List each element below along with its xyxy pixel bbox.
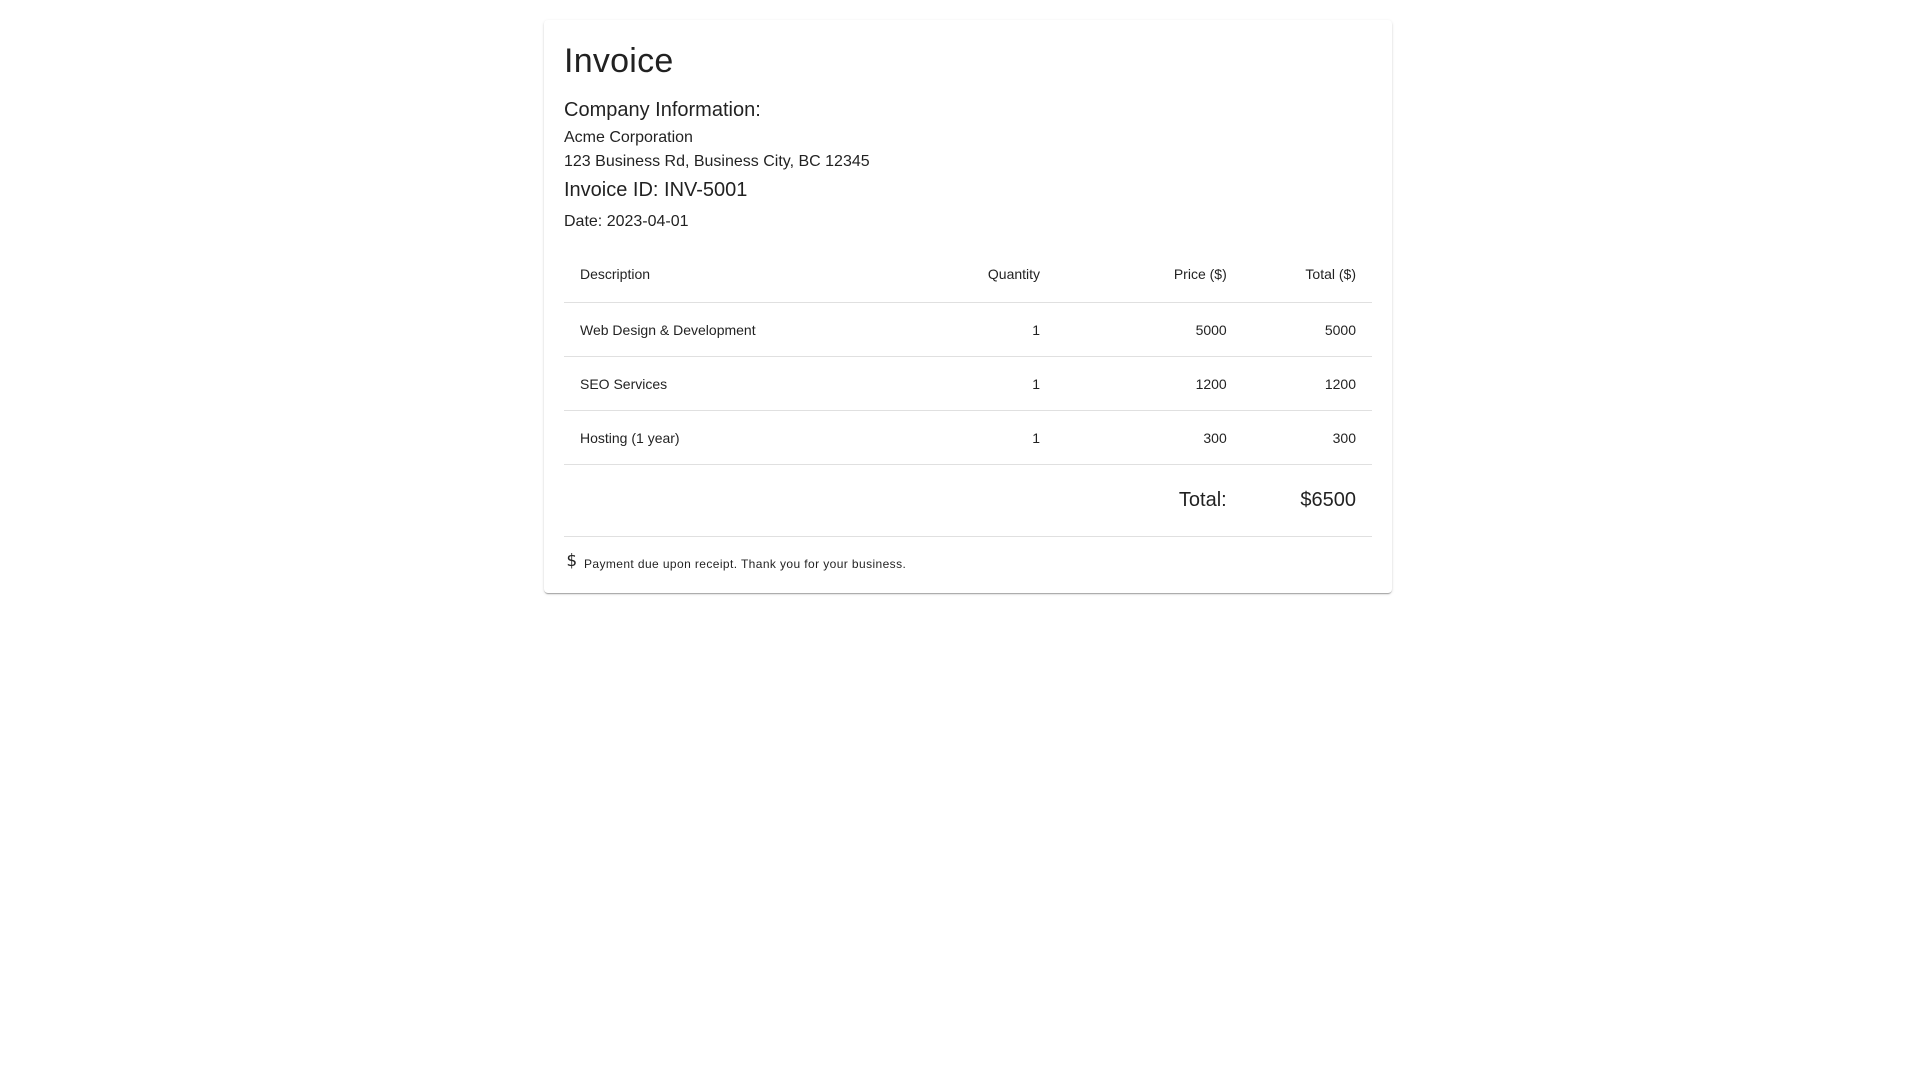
table-row xyxy=(564,411,1372,465)
company-info-heading: Company Information: xyxy=(564,99,761,121)
item-quantity: 1 xyxy=(871,303,1056,357)
payment-note xyxy=(564,551,1372,573)
dollar-icon: $ xyxy=(566,551,578,571)
item-price: 1200 xyxy=(1056,357,1243,411)
invoice-date: Date: 2023-04-01 xyxy=(564,213,689,230)
item-quantity: 1 xyxy=(871,357,1056,411)
company-address: 123 Business Rd, Business City, BC 12345 xyxy=(564,153,870,170)
invoice-items-table xyxy=(564,246,1372,537)
item-description: SEO Services xyxy=(564,357,871,411)
empty-cell xyxy=(871,465,1056,537)
item-quantity: 1 xyxy=(871,411,1056,465)
payment-note-text: Payment due upon receipt. Thank you for your business. xyxy=(584,557,907,571)
item-price: 5000 xyxy=(1056,303,1243,357)
total-value: $6500 xyxy=(1243,465,1372,537)
item-description: Hosting (1 year) xyxy=(564,411,871,465)
column-header-description: Description xyxy=(564,246,871,303)
total-label: Total: xyxy=(1056,465,1243,537)
item-price: 300 xyxy=(1056,411,1243,465)
empty-cell xyxy=(564,465,871,537)
item-description: Web Design & Development xyxy=(564,303,871,357)
column-header-total: Total ($) xyxy=(1243,246,1372,303)
item-total: 300 xyxy=(1243,411,1372,465)
table-row xyxy=(564,303,1372,357)
page-title: Invoice xyxy=(564,42,674,80)
company-name: Acme Corporation xyxy=(564,129,693,146)
column-header-quantity: Quantity xyxy=(871,246,1056,303)
table-header-row xyxy=(564,246,1372,303)
total-row xyxy=(564,465,1372,537)
invoice-id: Invoice ID: INV-5001 xyxy=(564,179,748,201)
column-header-price: Price ($) xyxy=(1056,246,1243,303)
invoice-card xyxy=(544,20,1392,593)
item-total: 1200 xyxy=(1243,357,1372,411)
table-row xyxy=(564,357,1372,411)
item-total: 5000 xyxy=(1243,303,1372,357)
